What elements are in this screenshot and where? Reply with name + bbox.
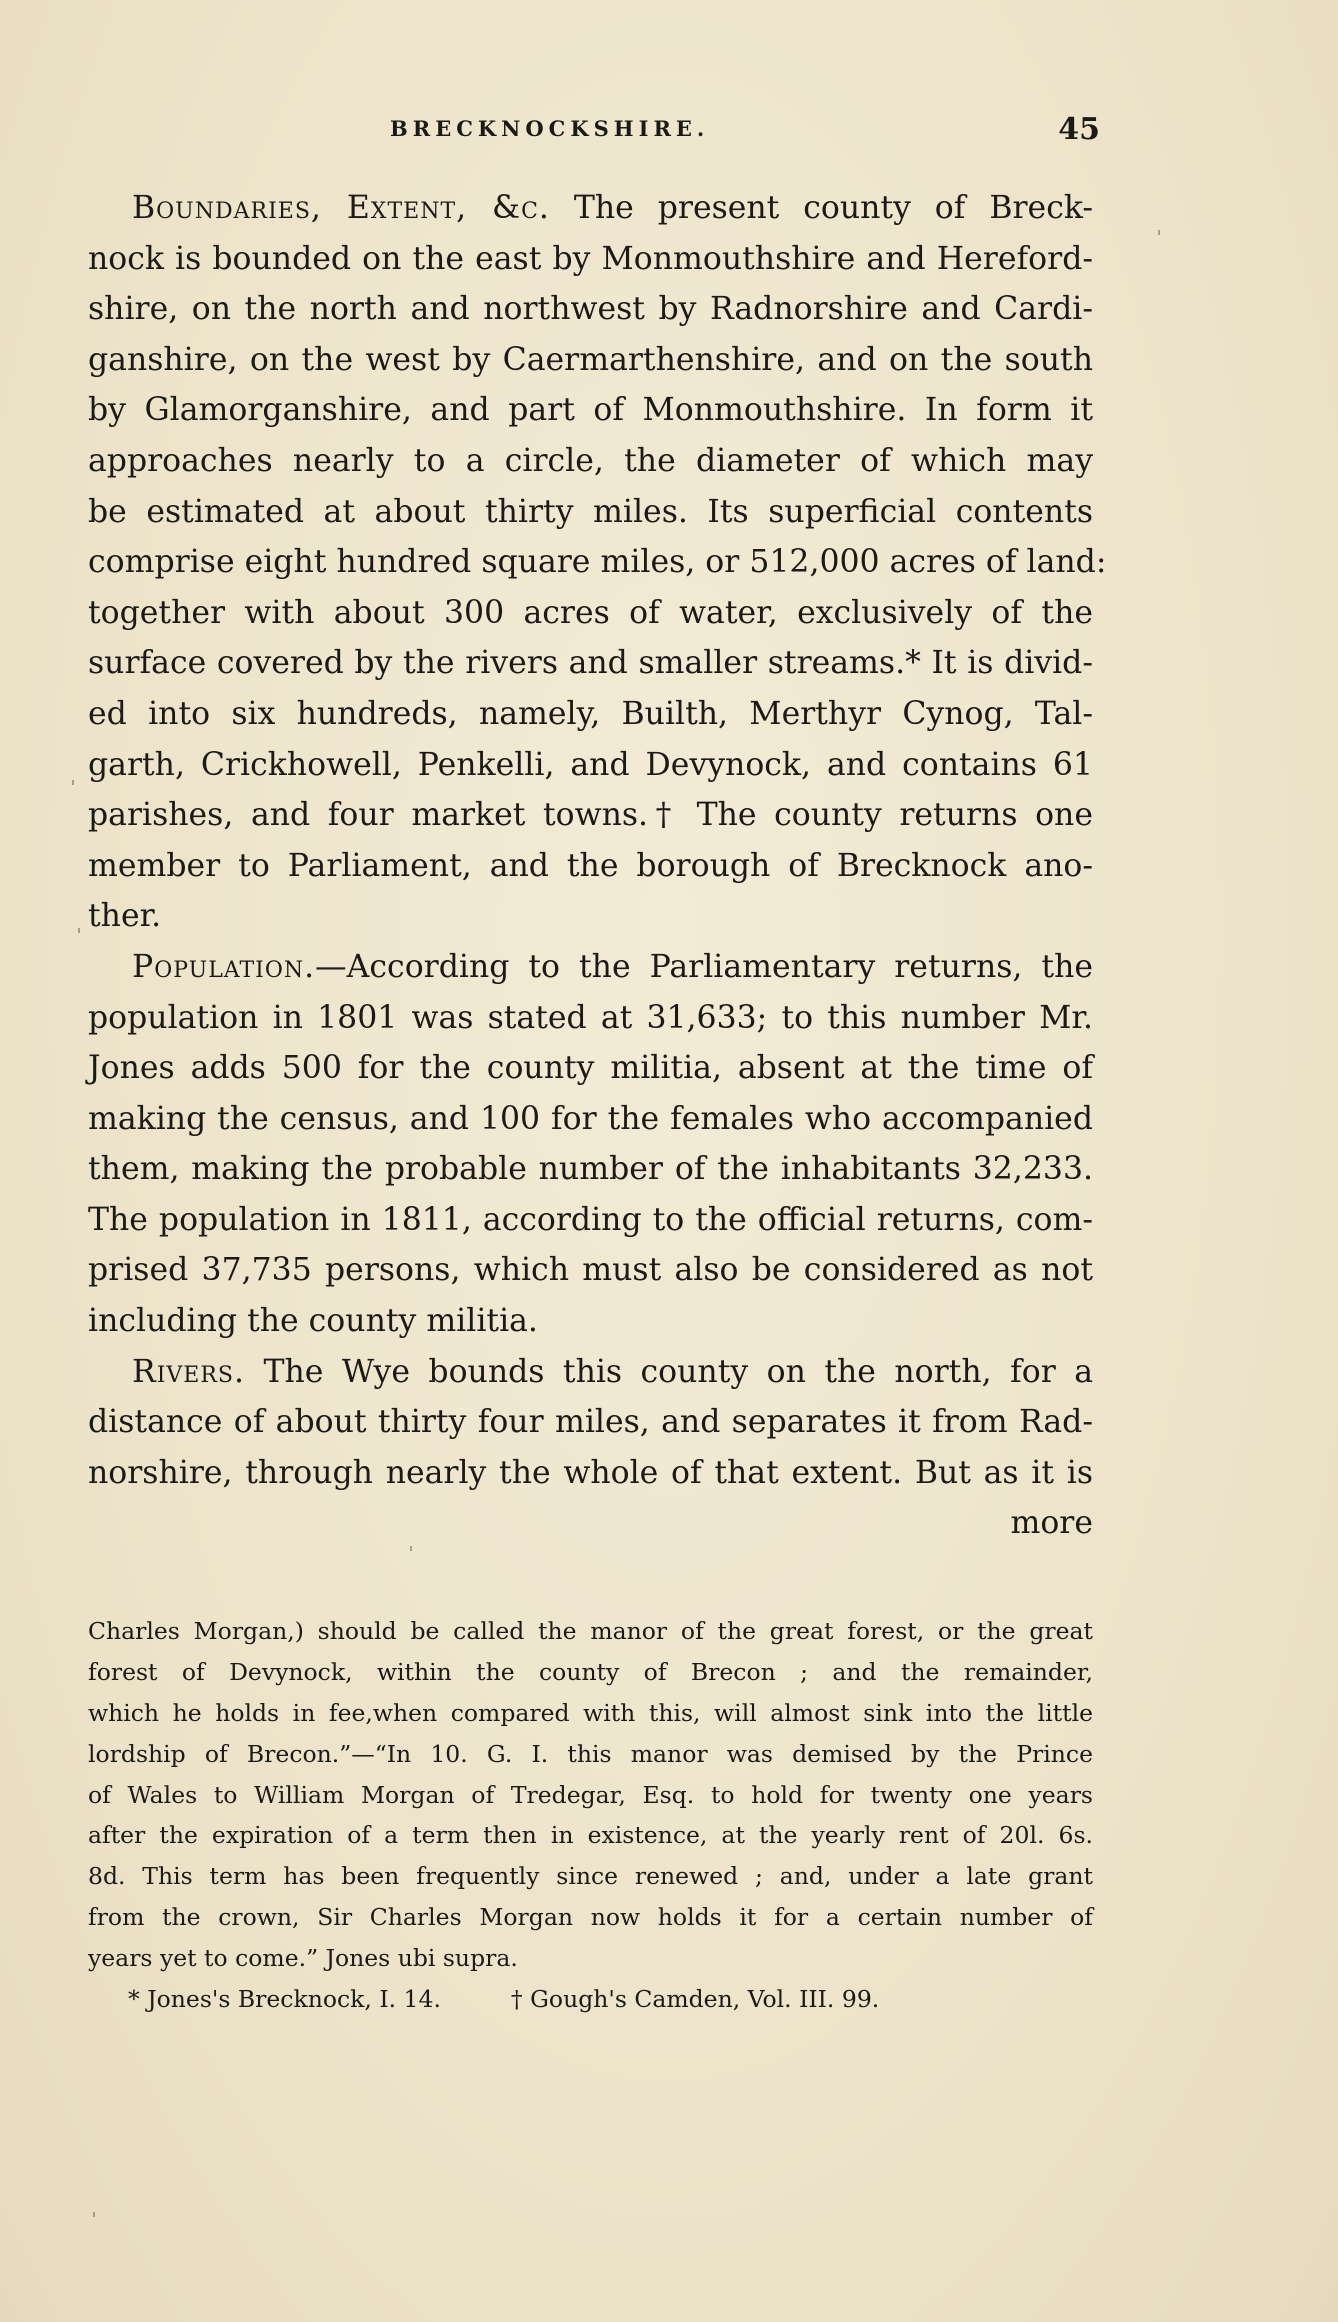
footnotes [88, 1611, 1093, 2020]
text-line: nock is bounded on the east by Monmouthshire and Hereford- [88, 240, 1093, 277]
text-line: making the census, and 100 for the females who accompanied [88, 1100, 1093, 1137]
text-line: ed into six hundreds, namely, Builth, Merthyr Cynog, Tal- [88, 695, 1093, 732]
text-line: together with about 300 acres of water, exclusively of the [88, 594, 1093, 631]
section-heading-population: Population. [132, 948, 316, 985]
footnote-line: of Wales to William Morgan of Tredegar, Esq. to hold for twenty one years [88, 1780, 1093, 1809]
catchword: more [1010, 1505, 1093, 1542]
text-line: distance of about thirty four miles, and separates it from Rad- [88, 1404, 1093, 1441]
text-line: Population.—According to the Parliamentary returns, the [132, 948, 1093, 985]
footnote-line: from the crown, Sir Charles Morgan now holds it for a certain number of [88, 1903, 1093, 1932]
text-line: population in 1801 was stated at 31,633; to this number Mr. [88, 999, 1093, 1036]
paper-speck [72, 780, 74, 785]
page-header [300, 112, 1100, 152]
text-line: ther. [88, 898, 162, 935]
text-line: surface covered by the rivers and smaller streams.* It is divid- [88, 645, 1093, 682]
text-line: member to Parliament, and the borough of Brecknock ano- [88, 847, 1093, 884]
text-line: The population in 1811, according to the official returns, com- [88, 1201, 1093, 1238]
text-line: Jones adds 500 for the county militia, absent at the time of [88, 1050, 1093, 1087]
footnote-line: Charles Morgan,) should be called the manor of the great forest, or the great [88, 1617, 1093, 1645]
footnote-line: lordship of Brecon.”—“In 10. G. I. this manor was demised by the Prince [88, 1739, 1093, 1768]
page-number: 45 [1058, 112, 1100, 147]
footnote-references [88, 1979, 1093, 2020]
footnote-star: * Jones's Brecknock, I. 14. [128, 1985, 441, 2014]
text-line: comprise eight hundred square miles, or 512,000 acres of land: [88, 544, 1107, 581]
footnote-line: years yet to come.” Jones ubi supra. [88, 1944, 518, 1973]
paper-speck [410, 1546, 412, 1551]
text-line: prised 37,735 persons, which must also be considered as not [88, 1252, 1093, 1289]
footnote-line: which he holds in fee,when compared with this, will almost sink into the little [88, 1698, 1093, 1727]
running-head: BRECKNOCKSHIRE. [390, 116, 710, 141]
paper-speck [78, 928, 80, 933]
footnote-line: after the expiration of a term then in existence, at the yearly rent of 20l. 6s. [88, 1821, 1093, 1850]
text-line: parishes, and four market towns.† The county returns one [88, 797, 1093, 834]
footnote-line: forest of Devynock, within the county of Brecon ; and the remainder, [88, 1657, 1093, 1686]
text-line: including the county militia. [88, 1303, 538, 1340]
text-line: approaches nearly to a circle, the diameter of which may [88, 442, 1093, 479]
main-text [88, 183, 1107, 1549]
section-heading-boundaries: Boundaries, Extent, &c. [132, 190, 550, 226]
footnote-line: 8d. This term has been frequently since renewed ; and, under a late grant [88, 1862, 1093, 1891]
text-line: shire, on the north and northwest by Radnorshire and Cardi- [88, 291, 1093, 328]
footnote-dagger: † Gough's Camden, Vol. III. 99. [510, 1985, 880, 2014]
text-line: ganshire, on the west by Caermarthenshire, and on the south [88, 341, 1093, 378]
text-line: Boundaries, Extent, &c. The present county of Breck- [132, 190, 1094, 226]
text-line: norshire, through nearly the whole of that extent. But as it is [88, 1454, 1093, 1491]
section-heading-rivers: Rivers. [132, 1353, 246, 1390]
text-line: by Glamorganshire, and part of Monmouthshire. In form it [88, 392, 1093, 429]
paper-speck [1158, 230, 1160, 235]
text-line: garth, Crickhowell, Penkelli, and Devynock, and contains 61 [88, 746, 1093, 783]
text-line: Rivers. The Wye bounds this county on the north, for a [132, 1353, 1093, 1390]
paper-speck [93, 2212, 95, 2217]
text-line: them, making the probable number of the inhabitants 32,233. [88, 1151, 1093, 1188]
text-line: be estimated at about thirty miles. Its superficial contents [88, 493, 1093, 530]
